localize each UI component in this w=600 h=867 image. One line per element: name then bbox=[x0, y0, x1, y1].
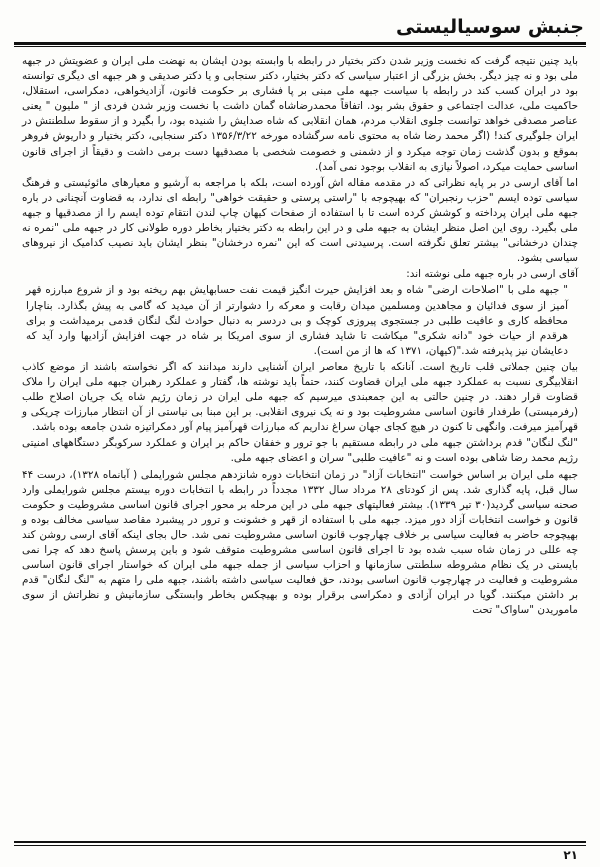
paragraph: آقای ارسی در باره جبهه ملی نوشته اند: bbox=[406, 268, 578, 281]
footer-rule-thick bbox=[14, 841, 586, 843]
article-body bbox=[22, 54, 578, 619]
footer-rule-thin bbox=[14, 845, 586, 846]
paragraph: اما آقای ارسی در بر پایه نظراتی که در مقدمه مقاله اش آورده است، بلکه با مراجعه به آرشیو و معیارهای مائوئیستی و فرهنگ سیاسی توده ایسم "حزب رنجبران" که بهیچوجه با "راستی پرستی و حقیقت خواهی" رابطه ای ندارد، به قضاوت آنچنانی در باره جبهه ملی ایران پرداخته و کوشش کرده است تا با استفاده از صفحات کیهان چاپ لندن انتقام توده ایسم را از مصدقیها و جبهه ملی بگیرد. روی این اصل منظر ایشان به جبهه ملی و در این رابطه به دکتر بختیار بخاطر دوره طولانی کار در جبهه ملی "نمره نه چندان درخشانی" بیشتر تعلق نگرفته است. پرسیدنی است که این "نمره درخشان" بنظر ایشان باید نصیب کدامیک از نیروهای سیاسی بشود. bbox=[22, 176, 578, 265]
page-number: ۲۱ bbox=[563, 848, 578, 862]
paragraph: "لنگ لنگان" قدم برداشتن جبهه ملی در رابطه مستقیم با جو ترور و خفقان حاکم بر ایران و عملکرد سرکوبگر دستگاههای امنیتی رژیم محمد رضا شاهی بوده است و نه "عافیت طلبی" سران و اعضای جبهه ملی. bbox=[22, 437, 578, 465]
page-header bbox=[16, 0, 584, 42]
header-rule-thin bbox=[14, 46, 586, 47]
block-quote: " جبهه ملی با "اصلاحات ارضی" شاه و بعد افزایش حیرت انگیز قیمت نفت حسابهایش بهم ریخته بود و از شروع مبارزه قهر آمیز از سوی فدائیان و مجاهدین ومسلمین میدان رقابت و معرکه را دشوارتر از آن میدید که گامی به پیش بگذارد. بناچارا محافظه کاری و عافیت طلبی در جستجوی پیروزی کوچک و بی دردسر به دنبال حوادث لنگ لنگان قدمی برمیداشت و برای هرقدم از حیات خود "دانه شکری" میکاشت تا شاید فشاری از سوی امریکا بر شاه در جهت افزایش آزادیها وارد آید که دعایشان نیز پذیرفته شد."(کیهان، ۱۳۷۱ که ها از من است). bbox=[26, 284, 568, 357]
paragraph: باید چنین نتیجه گرفت که نخست وزیر شدن دکتر بختیار در رابطه با وابسته بودن ایشان به نهضت ملی ایران و عضویتش در جبهه ملی بود و نه چیز دیگر. بخش بزرگی از اعتبار سیاسی که دکتر بختیار، دکتر سنجابی و یا دکتر صدیقی و هر جبهه ای دیگری توانسته بود در ایران کسب کند در رابطه با سیاست جبهه ملی مبنی بر پا فشاری بر حکومت قانون، آزادیخواهی، دمکراسی، استقلال، حاکمیت ملی، عدالت اجتماعی و حقوق بشر بود. اتفاقاً محمدرضاشاه گمان داشت با نخست وزیر شدن فردی از " ملیون " یعنی عناصر مصدقی خواهد توانست جلوی انقلاب مردم، همان انقلابی که شاه صدایش را شنیده بود، را بگیرد و از سقوط سلطنتش در ایران جلوگیری کند! (اگر محمد رضا شاه به محتوی نامه سرگشاده مورخه ۱۳۵۶/۳/۲۲ دکتر سنجابی، دکتر بختیار و داریوش فروهر بموقع و بدون گذشت زمان توجه میکرد و از دشمنی و خصومت شخصی با مصدقیها دست برمی داشت و دقیقاً از اجرای قانون اساسی حمایت میکرد، اصولاً نیازی به انقلاب بوجود نمی آمد). bbox=[22, 55, 578, 173]
header-rule-thick bbox=[14, 42, 586, 45]
page-title: جنبش سوسیالیستی bbox=[395, 16, 584, 38]
paragraph: جبهه ملی ایران بر اساس خواست "انتخابات آزاد" در زمان انتخابات دوره شانزدهم مجلس شورایملی ( آبانماه ۱۳۲۸)، درست ۴۴ سال قبل، پایه گذاری شد. پس از کودتای ۲۸ مرداد سال ۱۳۳۲ مجدداً در رابطه با انتخابات دوره بیستم مجلس شورایملی وارد صحنه سیاسی گردید(۳۰ تیر ۱۳۳۹). بیشتر فعالیتهای جبهه ملی در این مرحله بر محور اجرای قانون اساسی مشروطیت و حکومت قانون و خواست انتخابات آزاد دور میزد. جبهه ملی با استفاده از قهر و خشونت و ترور در پیشبرد مقاصد سیاسی مخالف بوده و بهیچوجه حاضر به فعالیت سیاسی بر خلاف چهارچوب قانون اساسی مشروطیت نمی شد. حال بجای اینکه آقای ارسی روشن کند چه عللی در زمان شاه سبب شده بود تا اجرای قانون اساسی مشروطیت متوقف شود و باین پرسش پاسخ دهد که چرا نمی بایستی در یک نظام مشروطه سلطنتی سازمانها و احزاب سیاسی از جمله جبهه ملی ایران که خواستار اجرای قانون اساسی مشروطیت و فعالیت در چهارچوب قانون اساسی بودند، حق فعالیت سیاسی داشته باشند، جبهه ملی را متهم به "لنگ لنگان" قدم بر داشتن میکنند. گویا در ایران آزادی و دمکراسی برقرار بوده و بهیچکس بخاطر وابستگی سازمانیش و نظراتش از سوی ماموریدن "ساواک" تحت bbox=[22, 468, 578, 617]
paragraph: بیان چنین جملاتی قلب تاریخ است. آنانکه با تاریخ معاصر ایران آشنایی دارند میدانند که اگر نخواسته باشند از موضع کاذب انقلابیگری نسبت به عملکرد جبهه ملی ایران قضاوت کنند، حتماً باید نوشته ها، گفتار و عملکرد رهبران جبهه ملی ایران را ملاک قضاوت قرار دهند. در چنین حالتی به این جمعبندی میرسیم که جبهه ملی ایران در زمان رژیم شاه یک جریان اصلاح طلب (رفرمیستی) طرفدار قانون اساسی مشروطیت بود و نه یک نیروی انقلابی. بر این مبنا بی نیاستی از آن انتظار مبارزات چریکی و قهرآمیز میرفت. وانگهی تا کنون در هیچ کجای جهان سراغ نداریم که مبارزات قهرآمیز پیام آور دمکراتیزه شدن جامعه بوده باشد. bbox=[22, 360, 578, 434]
